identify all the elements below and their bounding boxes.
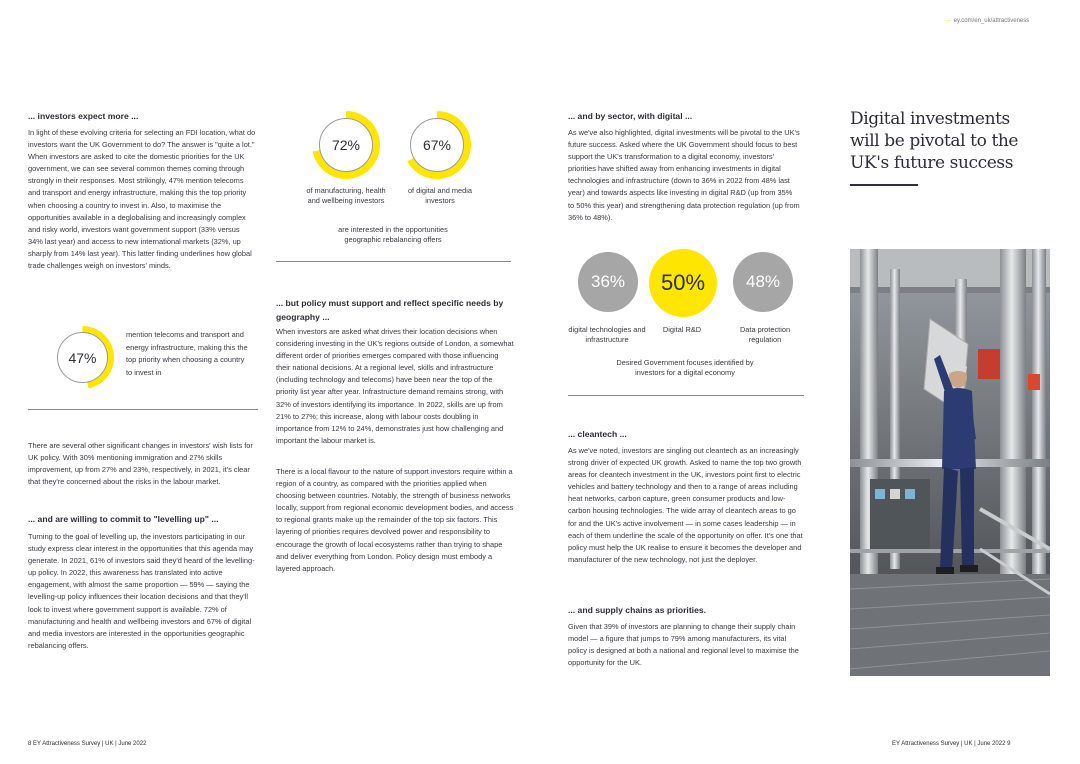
header-url[interactable] bbox=[944, 15, 1029, 24]
pull-quote-rule bbox=[850, 184, 918, 186]
pull-quote-title: Digital investments will be pivotal to the UK's future success bbox=[850, 109, 1019, 173]
stat-ring-67-value: 67% bbox=[422, 137, 452, 153]
header-url-text: ey.com/en_uk/attractiveness bbox=[953, 18, 1030, 24]
section-heading-levelling-up: ... and are willing to commit to "levelling up" ... bbox=[28, 514, 219, 524]
section-body-digital: As we've also highlighted, digital investments will be pivotal to the UK's future success. Asked where the UK Government should focus to best support the UK's transformation to a digital economy, investors' priorities have shifted away from enhancing investments in digital technologies and infrastructure (down to 36% in 2022 from 48% last year) and towards aspects like investing in digital R&D (up from 35% to 50% this year) and strengthening data protection regulation (up from 36% to 48%). bbox=[568, 128, 800, 222]
divider bbox=[568, 395, 804, 396]
section-heading-investors-expect-more: ... investors expect more ... bbox=[28, 111, 139, 121]
section-heading-supply-chains: ... and supply chains as priorities. bbox=[568, 605, 707, 615]
stat-47-caption: mention telecoms and transport and energy infrastructure, making this the top priority when choosing a country to invest in bbox=[126, 330, 248, 377]
section-heading-cleantech: ... cleantech ... bbox=[568, 429, 627, 439]
stats-shared-caption: are interested in the opportunities geographic rebalancing offers bbox=[338, 225, 448, 244]
divider bbox=[276, 261, 511, 262]
stat-disc-48-label: Data protection regulation bbox=[739, 325, 791, 344]
footer-right: EY Attractiveness Survey | UK | June 2022 9 bbox=[892, 741, 1011, 747]
stat-disc-36: 36% bbox=[578, 252, 638, 312]
section-body-policy-changes: There are several other significant changes in investors' wish lists for UK policy. With 30% mentioning immigration and 27% skills improvement, up from 27% and 23%, respectively, in 2021, it's clear that they're concerned about the risks in the labour market. bbox=[28, 441, 253, 487]
stat-67-caption: of digital and media investors bbox=[407, 186, 473, 205]
section-body-supply-chains: Given that 39% of investors are planning to change their supply chain model — a figure that jumps to 79% among manufacturers, its vital policy is designed at both a national and regional level to maximise the opportunity for the UK. bbox=[568, 622, 799, 668]
stat-disc-36-label: digital technologies and infrastructure bbox=[568, 325, 646, 344]
industrial-worker-photo bbox=[850, 249, 1050, 676]
stat-ring-72-value: 72% bbox=[331, 137, 361, 153]
divider bbox=[28, 409, 258, 410]
stat-ring-47 bbox=[51, 326, 114, 389]
stat-disc-50-label: Digital R&D bbox=[662, 325, 702, 334]
section-heading-digital: ... and by sector, with digital ... bbox=[568, 111, 693, 121]
arrow-right-icon: → bbox=[944, 15, 952, 24]
section-body-investors-expect-more: In light of these evolving criteria for selecting an FDI location, what do investors want the UK Government to do? The answer is "quite a lot." When investors are asked to cite the domestic priorities for the UK government, we can see several common themes coming through strongly in their responses. Most strikingly, 47% mention telecoms and transport and energy infrastructure, making this the top priority when choosing a country to invest in. Also, to maximise the opportunities available in a deglobalising and increasingly complex and risky world, investors want government support (33% versus 34% last year) and access to new international markets (32%, up sharply from 14% last year). This latter finding underlines how global trade challenges weigh on investors' minds. bbox=[28, 128, 256, 271]
stat-disc-48: 48% bbox=[733, 252, 793, 312]
stat-ring-67 bbox=[403, 111, 471, 179]
footer-left: 8 EY Attractiveness Survey | UK | June 2022 bbox=[28, 741, 147, 747]
stat-ring-47-value: 47% bbox=[68, 349, 97, 366]
section-body-geography-p1: When investors are asked what drives their location decisions when considering investing in the UK's regions outside of London, a somewhat different order of priorities emerges compared with those influencing their national decisions. At a regional level, skills and infrastructure (including technology and telecoms) have been near the top of the priority list year after year. Infrastructure demand remains strong, with 32% of investors identifying its importance. In 2022, skills are up from 21% to 27%; this increase, along with labour costs doubling in importance from 12% to 24%, demonstrates just how challenging and important the labour market is. bbox=[276, 327, 514, 445]
section-body-geography-p2: There is a local flavour to the nature of support investors require within a region of a country, as compared with the priorities applied when choosing between countries. Notably, the strength of business networks locally, support from regional economic development bodies, and access to regional grants make up the remainder of the top six factors. This layering of priorities requires devolved power and responsibility to encourage the growth of local ecosystems rather than trying to shape and deliver everything from London. Policy design must embody a layered approach. bbox=[276, 467, 514, 573]
section-body-cleantech: As we've noted, investors are singling out cleantech as an increasingly strong driver of expected UK growth. Asked to name the top two growth areas for cleantech investment in the UK, investors point first to electric vehicles and battery technology and then to a range of areas including heat networks, carbon capture, green consumer products and low-carbon housing technologies. The wide array of cleantech areas to go for and the UK's active involvement — in some cases leadership — in each of them underline the scale of the opportunity on offer. It's one that policy must help the UK realise to ensure it becomes the developer and manufacturer of the new technology, not just the deployer. bbox=[568, 446, 803, 564]
section-heading-geography: ... but policy must support and reflect specific needs by geography ... bbox=[276, 298, 504, 322]
stat-disc-50: 50% bbox=[649, 249, 717, 317]
stat-ring-72 bbox=[312, 111, 380, 179]
section-body-levelling-up: Turning to the goal of levelling up, the investors participating in our study express clear interest in the opportunities that this agenda may generate. In 2021, 61% of investors said they'd heard of the levelling-up policy. In 2022, this awareness has translated into active engagement, with almost the same proportion — 59% — saying the levelling-up policy influences their location decisions and that they'll look to invest where government support is available. 72% of manufacturing and health and wellbeing investors and 67% of digital and media investors are interested in the opportunities geographic rebalancing offers. bbox=[28, 532, 255, 650]
stat-72-caption: of manufacturing, health and wellbeing investors bbox=[306, 186, 386, 205]
discs-caption: Desired Government focuses identified by investors for a digital economy bbox=[616, 358, 754, 377]
